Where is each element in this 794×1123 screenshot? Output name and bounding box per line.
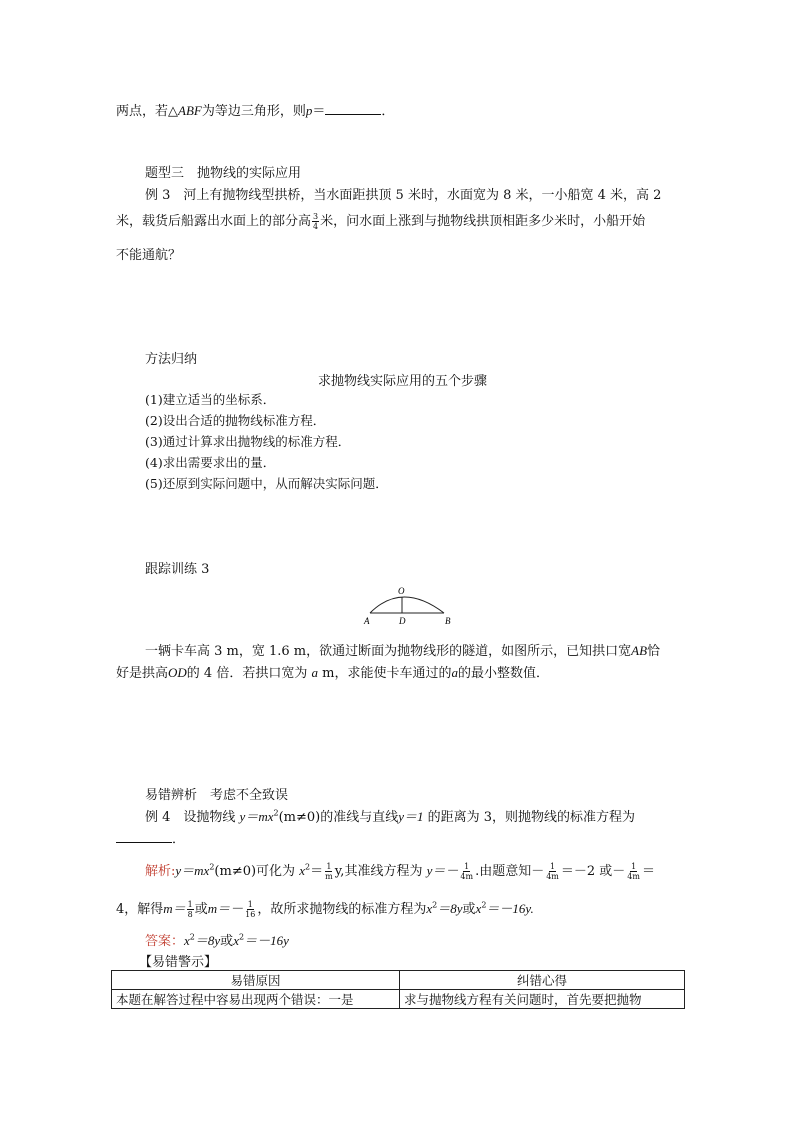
practice-title: 跟踪训练 3 [145,562,210,577]
solution-line: 解析$:y=mx^2(m\ne 0)$可化为 $x^2=$ $\frac{1}{m}$ y,其准线方程为 y＝－ $\frac{1}{4m}$ .由题意知－ $\frac{1}{4m}$ ＝－2 或－ $\frac{1}{4m}$ ＝ [145,862,655,881]
solution-line-2: 4，解得m＝ $\frac{1}{8}$ 或m＝－ $\frac{1}{16}$ ，故所求抛物线的标准方程为$x^2=8y$或$x^2=-16y$. [116,900,534,919]
method-subtitle: 求抛物线实际应用的五个步骤 [318,374,488,389]
label-o: O [398,586,405,596]
parabola-arc [370,597,444,613]
example-4-line: 例 4 设抛物线 $y=mx^2(m\ne 0)$的准线与直线y＝1 的距离为 3，则抛物线的标准方程为 [145,808,636,825]
method-step: (4)求出需要求出的量． [145,455,276,470]
table-row [112,990,685,1009]
table-header-row [112,971,685,990]
top-line: 两点，若△ABF为等边三角形，则p＝ ． [116,103,395,119]
parabola-figure [358,582,458,626]
example-line: 米，载货后船露出水面上的部分高 $\frac{3}{4}$ 米，问水面上涨到与抛物线拱顶相距多少米时，小船开始 [116,212,646,231]
fraction: $\frac{3}{4}$ [313,212,319,231]
label-d: D [399,616,406,626]
error-table [111,970,685,1009]
table-cell: 本题在解答过程中容易出现两个错误：一是 [112,990,400,1009]
answer-blank [325,104,381,115]
label-b: B [445,616,451,626]
section-heading: 题型三 抛物线的实际应用 [145,166,302,181]
method-step: (1)建立适当的坐标系． [145,392,276,407]
label-a: A [364,616,370,626]
warning-title: 【易错警示】 [139,955,218,970]
practice-line: 一辆卡车高 3 m，宽 1.6 m，欲通过断面为抛物线形的隧道，如图所示，已知拱口宽AB恰 [145,643,661,659]
example-4-blank: ． [116,828,185,847]
example-line: 例 3 河上有抛物线型拱桥，当水面距拱顶 5 米时，水面宽为 8 米，一小船宽 4 米，高 2 [145,188,662,203]
method-title: 方法归纳 [145,352,198,367]
answer-line: 答案：$x^2=8y$或$x^2=-16y$ [145,932,289,949]
table-header: 易错原因 [112,971,400,990]
method-step: (2)设出合适的抛物线标准方程． [145,413,326,428]
method-step: (3)通过计算求出抛物线的标准方程． [145,434,351,449]
example-line: 不能通航？ [116,248,182,263]
method-step: (5)还原到实际问题中，从而解决实际问题． [145,476,388,491]
table-header: 纠错心得 [400,971,685,990]
practice-line: 好是拱高OD的 4 倍．若拱口宽为 a m，求能使卡车通过的a的最小整数值． [116,665,549,681]
error-heading: 易错辨析 考虑不全致误 [145,788,289,803]
answer-blank [116,832,172,843]
table-cell: 求与抛物线方程有关问题时，首先要把抛物 [400,990,685,1009]
